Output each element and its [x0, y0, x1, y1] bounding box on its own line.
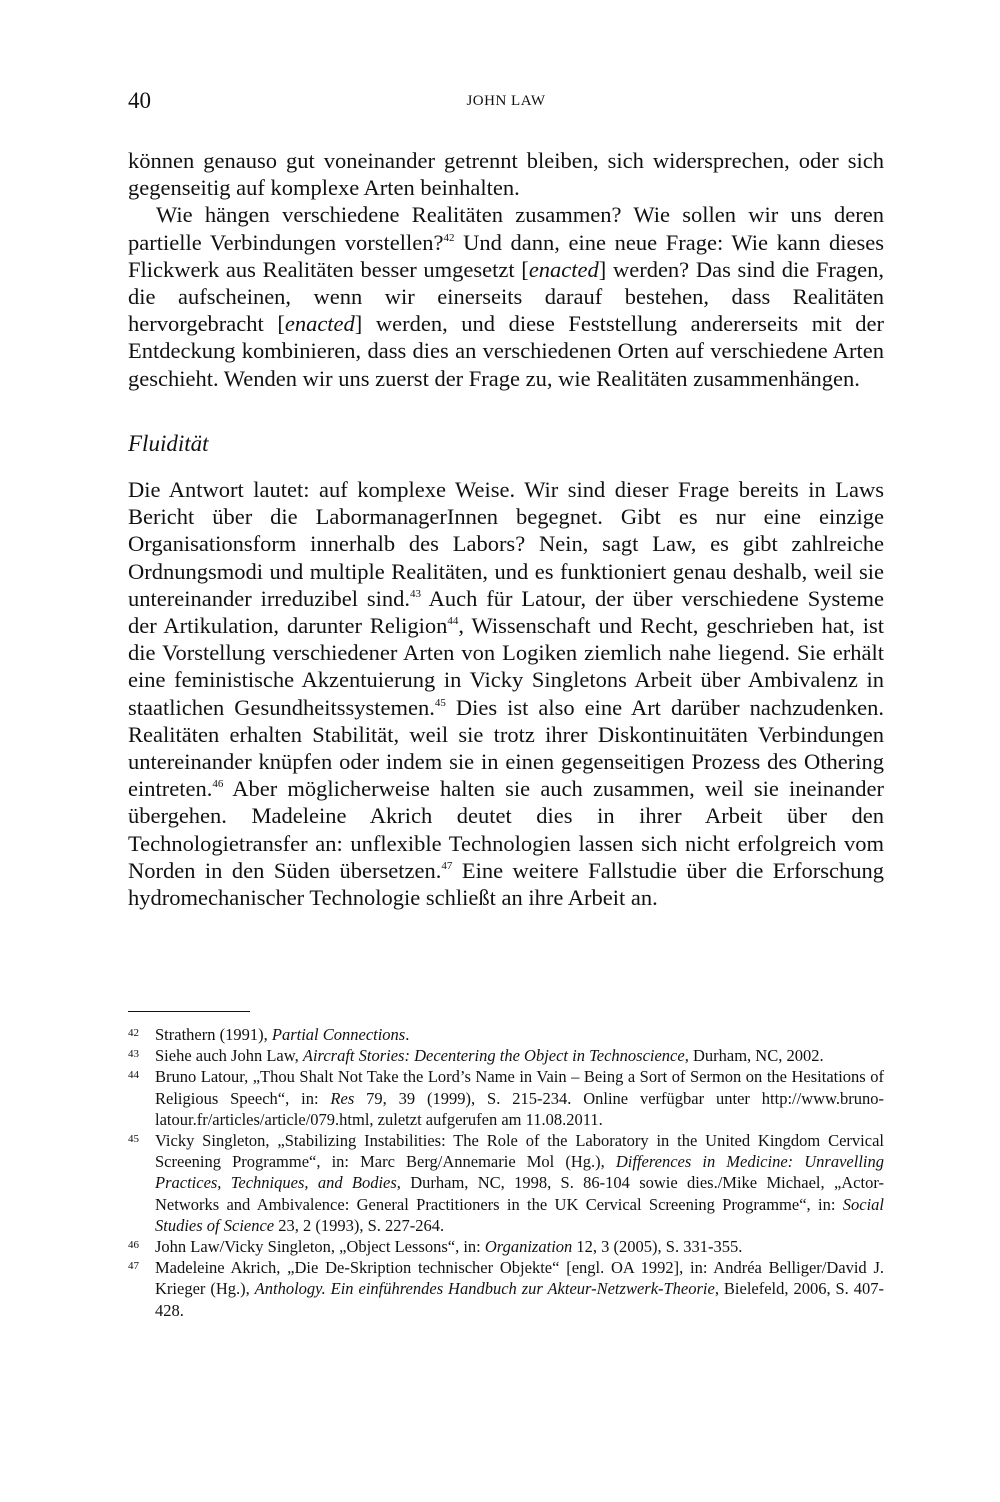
italic-term: enacted: [284, 311, 355, 337]
footnote-text: Siehe auch John Law,: [155, 1046, 303, 1066]
footnote-title: Social Studies of Science: [155, 1194, 884, 1235]
footnotes: [128, 1024, 884, 1321]
paragraph-text: ] werden, und diese Feststellung andererseits mit der Entdeckung kombinieren, dass dies an verschiedenen Orten auf verschiedene Arten geschieht. Wenden wir uns zuerst der Frage zu, wie Realitäten zusammenhängen.: [128, 311, 884, 391]
paragraph-text: , Wissenschaft und Recht, geschrieben hat, ist die Vorstellung verschiedener Arten von Logiken ziemlich nahe liegend. Sie erhält eine feministische Akzentuierung in Vicky Singletons Arbeit über Ambivalenz in staatlichen Gesundheitssystemen.: [128, 613, 884, 720]
paragraph-text: Wie hängen verschiedene Realitäten zusammen? Wie sollen wir uns deren partielle Verbindungen vorstellen?: [128, 202, 884, 255]
footnote-text: Bruno Latour, „Thou Shalt Not Take the Lord’s Name in Vain – Being a Sort of Sermon on the Hesitations of Religious Speech“, in:: [155, 1067, 884, 1108]
footnote-text: , Durham, NC, 1998, S. 86-104 sowie dies./Mike Michael, „Actor-Networks and Ambivalence: General Practitioners in the UK Cervical Screening Programme“, in:: [155, 1173, 884, 1214]
footnote-44: [128, 1066, 884, 1130]
footnote-title: Organization: [484, 1237, 573, 1257]
footnote-45: [128, 1130, 884, 1236]
footnote-text: John Law/Vicky Singleton, „Object Lessons“, in:: [155, 1237, 485, 1257]
page-header: [128, 88, 884, 118]
footnote-number: 47: [128, 1260, 139, 1273]
footnote-ref-43[interactable]: 43: [410, 587, 422, 600]
footnote-text: .: [405, 1025, 410, 1044]
main-text: [128, 147, 884, 911]
footnote-text: 79, 39 (1999), S. 215-234. Online verfügbar unter http://www.bruno-latour.fr/articles/article/079.html, zuletzt aufgerufen am 11.08.2011.: [155, 1088, 884, 1129]
paragraph-2: [128, 201, 884, 391]
footnote-43: [128, 1045, 884, 1066]
paragraph-text: Auch für Latour, der über verschiedene Systeme der Artikulation, darunter Religion: [128, 585, 884, 639]
footnote-42: [128, 1024, 884, 1045]
footnote-number: 45: [128, 1133, 139, 1146]
footnote-ref-44[interactable]: 44: [447, 615, 459, 628]
footnote-title: Partial Connections: [271, 1025, 406, 1044]
footnote-text: Madeleine Akrich, „Die De-Skription technischer Objekte“ [engl. OA 1992], in: Andréa Belliger/David J. Krieger (Hg.),: [155, 1258, 884, 1299]
footnote-divider: [128, 1011, 250, 1012]
running-head: JOHN LAW: [466, 93, 546, 109]
footnote-number: 43: [128, 1048, 139, 1061]
paragraph-text: Aber möglicherweise halten sie auch zusammen, weil sie ineinander übergehen. Madeleine Akrich deutet dies in ihrer Arbeit über den Technologietransfer an: unflexible Technologien lassen sich nicht erfolgreich vom Norden in den Süden übersetzen.: [128, 776, 884, 883]
footnote-text: , Bielefeld, 2006, S. 407-428.: [155, 1279, 884, 1320]
footnote-title: Res: [330, 1088, 355, 1108]
section-heading: Fluidität: [128, 430, 209, 456]
footnote-46: [128, 1236, 884, 1257]
footnote-title: Aircraft Stories: Decentering the Object in Technoscience: [302, 1046, 685, 1066]
paragraph-text: Die Antwort lautet: auf komplexe Weise. Wir sind dieser Frage bereits in Laws Bericht über die LabormanagerInnen begegnet. Gibt es nur eine einzige Organisationsform innerhalb des Labors? Nein, sagt Law, es gibt zahlreiche Ordnungsmodi und multiple Realitäten, und es funktioniert genau deshalb, weil sie untereinander irreduzibel sind.: [128, 477, 884, 611]
footnote-47: [128, 1257, 884, 1321]
footnote-ref-46[interactable]: 46: [212, 778, 224, 791]
footnote-text: 23, 2 (1993), S. 227-264.: [274, 1215, 445, 1235]
footnote-ref-45[interactable]: 45: [434, 696, 446, 709]
italic-term: enacted: [528, 256, 599, 282]
footnote-number: 44: [128, 1069, 139, 1082]
footnote-text: Vicky Singleton, „Stabilizing Instabilities: The Role of the Laboratory in the United Kingdom Cervical Screening Programme“, in: Marc Berg/Annemarie Mol (Hg.),: [155, 1131, 884, 1172]
footnote-text: , Durham, NC, 2002.: [684, 1046, 824, 1066]
page-number: 40: [128, 88, 151, 113]
paragraph-3: [128, 476, 884, 911]
footnote-text: Strathern (1991),: [155, 1025, 272, 1044]
paragraph-text: Dies ist also eine Art darüber nachzudenken. Realitäten erhalten Stabilität, weil sie trotz ihrer Diskontinuitäten Verbindungen untereinander knüpfen oder indem sie in einen gegenseitigen Prozess des Othering eintreten.: [128, 694, 884, 802]
paragraph-text: Und dann, eine neue Frage: Wie kann dieses Flickwerk aus Realitäten besser umgesetzt [: [128, 229, 884, 282]
footnote-number: 46: [128, 1239, 139, 1252]
footnote-ref-42[interactable]: 42: [443, 231, 455, 244]
paragraph-1-text: können genauso gut voneinander getrennt bleiben, sich widersprechen, oder sich gegenseitig auf komplexe Arten beinhalten.: [128, 148, 884, 201]
footnote-number: 42: [128, 1027, 139, 1039]
paragraph-text: Eine weitere Fallstudie über die Erforschung hydromechanischer Technologie schließt an ihre Arbeit an.: [128, 857, 884, 911]
footnote-ref-47[interactable]: 47: [441, 859, 453, 872]
footnote-text: 12, 3 (2005), S. 331-355.: [572, 1237, 743, 1257]
footnote-title: Differences in Medicine: Unravelling Practices, Techniques, and Bodies: [155, 1152, 884, 1193]
footnote-title: Anthology. Ein einführendes Handbuch zur Akteur-Netzwerk-Theorie: [254, 1279, 715, 1299]
paragraph-text: ] werden? Das sind die Fragen, die aufscheinen, wenn wir einerseits darauf bestehen, dass Realitäten hervorgebracht [: [128, 256, 884, 337]
paragraph-1: [128, 147, 884, 201]
